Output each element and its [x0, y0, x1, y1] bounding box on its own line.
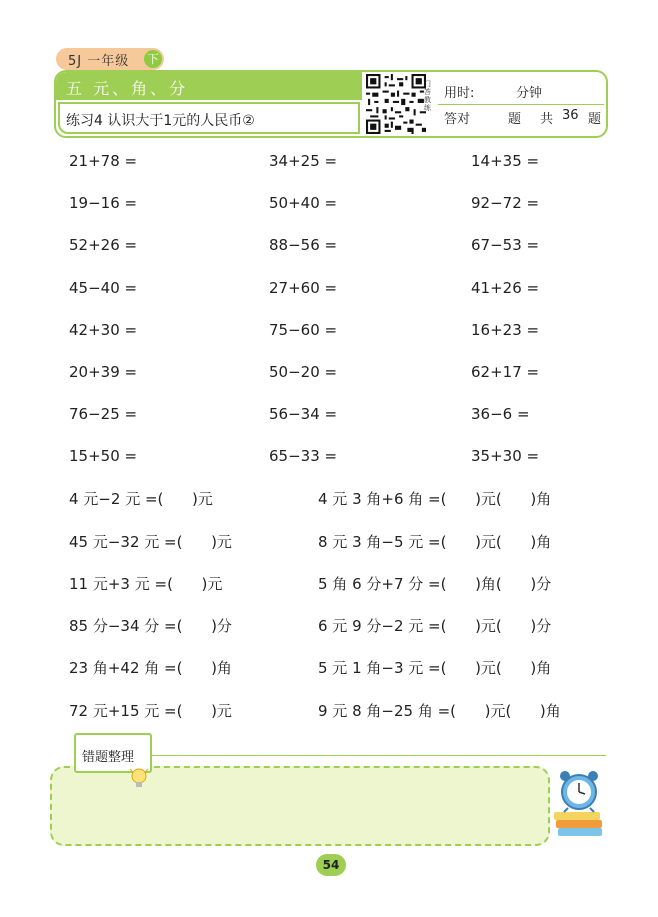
money-problem[interactable]: 72 元+15 元 =( )元	[69, 702, 232, 720]
unit-title: 五 元、角、分	[66, 79, 189, 98]
problem[interactable]: 19−16 =	[69, 194, 138, 212]
time-unit: 分钟	[516, 86, 543, 101]
money-problem[interactable]: 85 分−34 分 =( )分	[69, 617, 232, 635]
problem[interactable]: 75−60 =	[269, 321, 338, 339]
money-problem[interactable]: 5 角 6 分+7 分 =( )角( )分	[318, 575, 552, 593]
lesson-title: 练习4 认识大于1元的人民币②	[66, 113, 255, 129]
problem[interactable]: 62+17 =	[471, 363, 540, 381]
problem[interactable]: 27+60 =	[269, 279, 338, 297]
problem[interactable]: 42+30 =	[69, 321, 138, 339]
problem[interactable]: 52+26 =	[69, 236, 138, 254]
problem[interactable]: 45−40 =	[69, 279, 138, 297]
money-problem[interactable]: 9 元 8 角−25 角 =( )元( )角	[318, 702, 561, 720]
money-problem[interactable]: 4 元 3 角+6 角 =( )元( )角	[318, 490, 552, 508]
money-problem[interactable]: 45 元−32 元 =( )元	[69, 533, 232, 551]
problem[interactable]: 41+26 =	[471, 279, 540, 297]
money-problem[interactable]: 11 元+3 元 =( )元	[69, 575, 223, 593]
problem[interactable]: 16+23 =	[471, 321, 540, 339]
grade-label: 5J 一年级	[68, 54, 130, 69]
mistakes-notes-area[interactable]	[50, 766, 550, 846]
money-problem[interactable]: 4 元−2 元 =( )元	[69, 490, 213, 508]
problem[interactable]: 36−6 =	[471, 405, 530, 423]
page-number: 54	[316, 854, 346, 876]
problem[interactable]: 21+78 =	[69, 152, 138, 170]
total-unit: 题	[588, 112, 602, 127]
problem[interactable]: 15+50 =	[69, 447, 138, 465]
problem[interactable]: 14+35 =	[471, 152, 540, 170]
problem[interactable]: 34+25 =	[269, 152, 338, 170]
total-label: 共	[540, 112, 554, 127]
grade-badge: 下	[144, 50, 162, 68]
problem[interactable]: 67−53 =	[471, 236, 540, 254]
section-divider	[150, 755, 606, 756]
lightbulb-icon	[128, 766, 150, 792]
problem[interactable]: 50−20 =	[269, 363, 338, 381]
alarm-clock-icon	[552, 768, 608, 840]
money-problem[interactable]: 5 元 1 角−3 元 =( )元( )角	[318, 659, 552, 677]
problem[interactable]: 65−33 =	[269, 447, 338, 465]
problem[interactable]: 20+39 =	[69, 363, 138, 381]
money-problem[interactable]: 6 元 9 分−2 元 =( )元( )分	[318, 617, 552, 635]
problem[interactable]: 92−72 =	[471, 194, 540, 212]
problem[interactable]: 35+30 =	[471, 447, 540, 465]
problem[interactable]: 88−56 =	[269, 236, 338, 254]
correct-label: 答对	[444, 112, 471, 127]
mistakes-title: 错题整理	[82, 750, 135, 765]
time-label: 用时:	[444, 86, 475, 101]
money-problem[interactable]: 23 角+42 角 =( )角	[69, 659, 232, 677]
problem[interactable]: 76−25 =	[69, 405, 138, 423]
qr-caption: 门答教练	[424, 80, 431, 112]
header-divider	[438, 104, 604, 105]
money-problem[interactable]: 8 元 3 角−5 元 =( )元( )角	[318, 533, 552, 551]
correct-unit: 题	[508, 112, 522, 127]
total-count: 36	[562, 108, 579, 123]
problem[interactable]: 56−34 =	[269, 405, 338, 423]
problem[interactable]: 50+40 =	[269, 194, 338, 212]
